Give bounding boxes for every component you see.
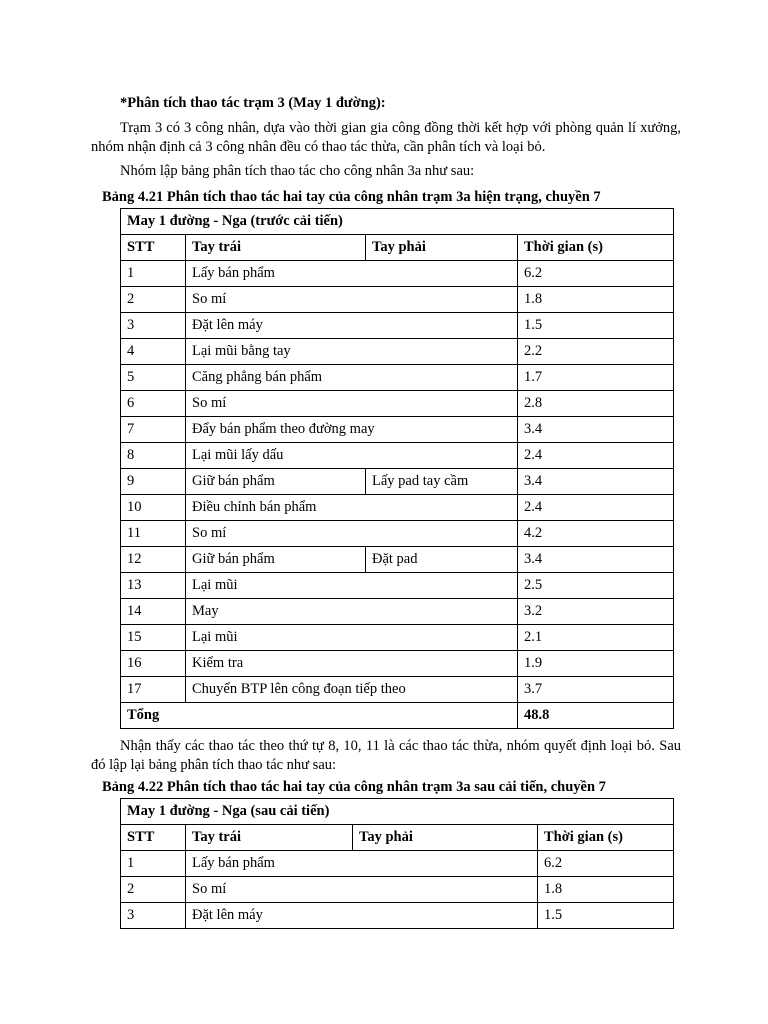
table-row — [121, 851, 674, 877]
table-row — [121, 495, 674, 521]
header-stt: STT — [121, 825, 186, 851]
cell-time: 1.8 — [518, 287, 674, 313]
table-row — [121, 521, 674, 547]
table-row — [121, 339, 674, 365]
cell-left-hand: Giữ bán phẩm — [186, 469, 366, 495]
table-row — [121, 365, 674, 391]
header-right-hand: Tay phải — [366, 235, 518, 261]
paragraph-table-intro: Nhóm lập bảng phân tích thao tác cho công nhân 3a như sau: — [120, 163, 475, 179]
cell-stt: 10 — [121, 495, 186, 521]
cell-left-hand: Lại mũi — [186, 573, 518, 599]
table-row — [121, 877, 674, 903]
cell-left-hand: Căng phẳng bán phẩm — [186, 365, 518, 391]
paragraph-conclusion: Nhận thấy các thao tác theo thứ tự 8, 10, 11 là các thao tác thừa, nhóm quyết định loại bỏ. Sau đó lập lại bảng phân tích thao tác như sau: — [91, 738, 681, 773]
cell-time: 2.8 — [518, 391, 674, 417]
cell-stt: 13 — [121, 573, 186, 599]
cell-left-hand: May — [186, 599, 518, 625]
table-before-improvement — [120, 208, 674, 729]
cell-left-hand: Giữ bán phẩm — [186, 547, 366, 573]
cell-time: 3.4 — [518, 417, 674, 443]
table-caption-4-22: Bảng 4.22 Phân tích thao tác hai tay của công nhân trạm 3a sau cải tiến, chuyền 7 — [102, 779, 606, 795]
cell-time: 3.4 — [518, 547, 674, 573]
cell-stt: 1 — [121, 261, 186, 287]
cell-time: 4.2 — [518, 521, 674, 547]
table-header-row — [121, 825, 674, 851]
cell-stt: 7 — [121, 417, 186, 443]
cell-left-hand: Đặt lên máy — [186, 903, 538, 929]
cell-time: 1.7 — [518, 365, 674, 391]
table-row — [121, 443, 674, 469]
cell-stt: 5 — [121, 365, 186, 391]
cell-stt: 2 — [121, 287, 186, 313]
cell-stt: 14 — [121, 599, 186, 625]
cell-stt: 11 — [121, 521, 186, 547]
cell-right-hand: Đặt pad — [366, 547, 518, 573]
table-row — [121, 625, 674, 651]
table-caption-4-21: Bảng 4.21 Phân tích thao tác hai tay của công nhân trạm 3a hiện trạng, chuyền 7 — [102, 189, 601, 205]
table-row — [121, 573, 674, 599]
table-row — [121, 599, 674, 625]
table-row — [121, 651, 674, 677]
cell-stt: 8 — [121, 443, 186, 469]
cell-left-hand: Lấy bán phẩm — [186, 851, 538, 877]
table-title: May 1 đường - Nga (trước cải tiến) — [121, 209, 674, 235]
cell-time: 3.7 — [518, 677, 674, 703]
cell-stt: 16 — [121, 651, 186, 677]
cell-stt: 12 — [121, 547, 186, 573]
header-left-hand: Tay trái — [186, 235, 366, 261]
table-row — [121, 469, 674, 495]
cell-time: 2.1 — [518, 625, 674, 651]
cell-left-hand: Đẩy bán phẩm theo đường may — [186, 417, 518, 443]
table-total-row — [121, 703, 674, 729]
cell-left-hand: Lấy bán phẩm — [186, 261, 518, 287]
cell-stt: 17 — [121, 677, 186, 703]
paragraph-intro: Trạm 3 có 3 công nhân, dựa vào thời gian gia công đồng thời kết hợp với phòng quản lí xưởng, nhóm nhận định cả 3 công nhân đều có thao tác thừa, cần phân tích và loại bỏ. — [91, 120, 681, 155]
header-stt: STT — [121, 235, 186, 261]
cell-left-hand: Kiểm tra — [186, 651, 518, 677]
cell-time: 3.4 — [518, 469, 674, 495]
table-row — [121, 287, 674, 313]
table-row — [121, 547, 674, 573]
cell-time: 6.2 — [538, 851, 674, 877]
header-time: Thời gian (s) — [538, 825, 674, 851]
cell-left-hand: Điều chỉnh bán phẩm — [186, 495, 518, 521]
cell-left-hand: So mí — [186, 877, 538, 903]
cell-left-hand: So mí — [186, 521, 518, 547]
header-left-hand: Tay trái — [186, 825, 353, 851]
cell-time: 1.8 — [538, 877, 674, 903]
table-row — [121, 903, 674, 929]
total-value: 48.8 — [518, 703, 674, 729]
cell-time: 2.4 — [518, 495, 674, 521]
table-title-row — [121, 209, 674, 235]
cell-right-hand: Lấy pad tay cầm — [366, 469, 518, 495]
total-label: Tổng — [121, 703, 518, 729]
table-title: May 1 đường - Nga (sau cải tiến) — [121, 799, 674, 825]
cell-left-hand: So mí — [186, 287, 518, 313]
table-after-improvement — [120, 798, 674, 929]
cell-time: 1.9 — [518, 651, 674, 677]
cell-stt: 3 — [121, 903, 186, 929]
cell-stt: 4 — [121, 339, 186, 365]
cell-stt: 1 — [121, 851, 186, 877]
cell-left-hand: Chuyển BTP lên công đoạn tiếp theo — [186, 677, 518, 703]
cell-stt: 9 — [121, 469, 186, 495]
cell-time: 6.2 — [518, 261, 674, 287]
cell-left-hand: Lại mũi — [186, 625, 518, 651]
cell-time: 1.5 — [538, 903, 674, 929]
cell-left-hand: Lại mũi lấy dấu — [186, 443, 518, 469]
table-row — [121, 313, 674, 339]
cell-time: 2.2 — [518, 339, 674, 365]
cell-stt: 6 — [121, 391, 186, 417]
cell-stt: 2 — [121, 877, 186, 903]
cell-left-hand: So mí — [186, 391, 518, 417]
table-row — [121, 677, 674, 703]
cell-time: 3.2 — [518, 599, 674, 625]
cell-stt: 15 — [121, 625, 186, 651]
table-title-row — [121, 799, 674, 825]
table-row — [121, 417, 674, 443]
cell-time: 1.5 — [518, 313, 674, 339]
header-time: Thời gian (s) — [518, 235, 674, 261]
cell-time: 2.4 — [518, 443, 674, 469]
header-right-hand: Tay phải — [353, 825, 538, 851]
table-header-row — [121, 235, 674, 261]
cell-time: 2.5 — [518, 573, 674, 599]
cell-left-hand: Đặt lên máy — [186, 313, 518, 339]
cell-left-hand: Lại mũi bằng tay — [186, 339, 518, 365]
cell-stt: 3 — [121, 313, 186, 339]
table-row — [121, 261, 674, 287]
section-heading: *Phân tích thao tác trạm 3 (May 1 đường): — [120, 95, 386, 111]
table-row — [121, 391, 674, 417]
